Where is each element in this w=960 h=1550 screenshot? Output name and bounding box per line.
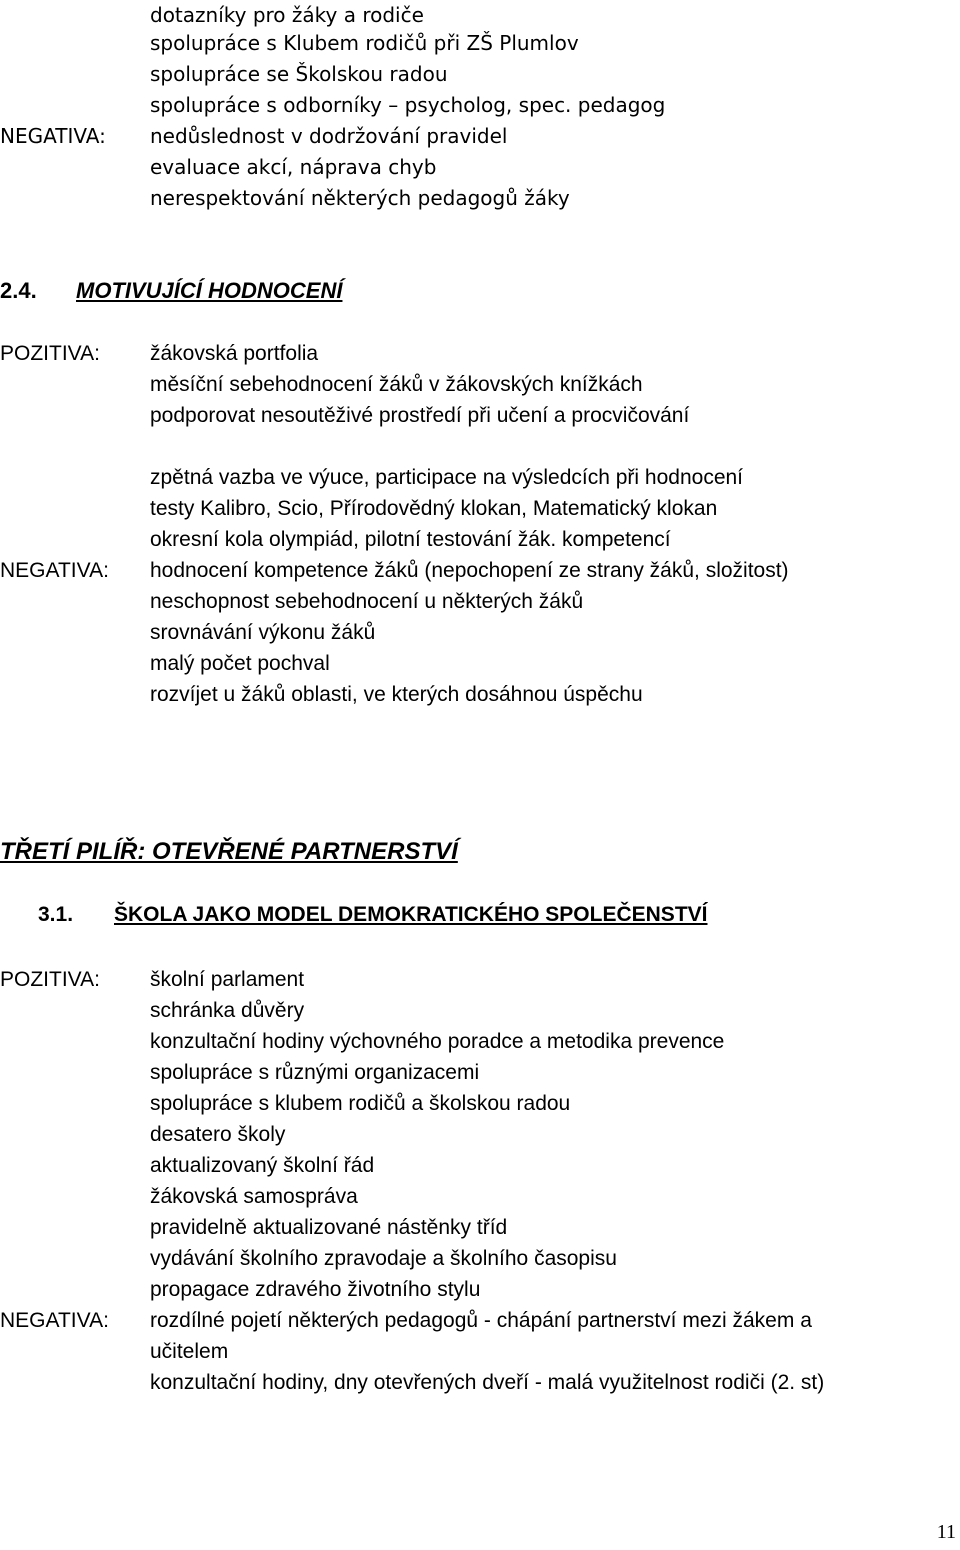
list-item: hodnocení kompetence žáků (nepochopení ze strany žáků, složitost) — [150, 559, 789, 582]
list-item: učitelem — [150, 1340, 229, 1363]
pozitiva-label: POZITIVA: — [0, 342, 100, 365]
section-number: 3.1. — [38, 903, 74, 926]
pillar-title: TŘETÍ PILÍŘ: OTEVŘENÉ PARTNERSTVÍ — [0, 838, 458, 865]
list-item: zpětná vazba ve výuce, participace na výsledcích při hodnocení — [150, 466, 744, 489]
section-title: MOTIVUJÍCÍ HODNOCENÍ — [76, 278, 343, 303]
list-item: srovnávání výkonu žáků — [150, 621, 376, 644]
section-number: 2.4. — [0, 278, 37, 303]
list-item: propagace zdravého životního stylu — [150, 1278, 481, 1301]
list-item: žákovská samospráva — [150, 1185, 358, 1208]
negativa-label: NEGATIVA: — [0, 559, 109, 582]
page-number: 11 — [936, 1521, 956, 1543]
list-item: desatero školy — [150, 1123, 286, 1146]
list-item: evaluace akcí, náprava chyb — [150, 155, 437, 179]
list-item: nerespektování některých pedagogů žáky — [150, 186, 570, 210]
list-item: neschopnost sebehodnocení u některých žáků — [150, 590, 584, 613]
list-item: okresní kola olympiád, pilotní testování žák. kompetencí — [150, 528, 671, 551]
list-item: podporovat nesoutěživé prostředí při učení a procvičování — [150, 404, 690, 427]
list-item: školní parlament — [150, 968, 305, 991]
list-item: spolupráce s různými organizacemi — [150, 1061, 480, 1084]
list-item: konzultační hodiny, dny otevřených dveří - malá využitelnost rodiči (2. st) — [150, 1371, 825, 1394]
list-item: spolupráce s Klubem rodičů při ZŠ Plumlov — [150, 31, 579, 55]
list-item: schránka důvěry — [150, 999, 305, 1022]
negativa-label: NEGATIVA: — [0, 124, 106, 148]
list-item: měsíční sebehodnocení žáků v žákovských knížkách — [150, 373, 643, 396]
list-item: rozvíjet u žáků oblasti, ve kterých dosáhnou úspěchu — [150, 683, 643, 706]
list-item: nedůslednost v dodržování pravidel — [150, 124, 508, 148]
list-item: spolupráce s klubem rodičů a školskou radou — [150, 1092, 571, 1115]
section-title: ŠKOLA JAKO MODEL DEMOKRATICKÉHO SPOLEČENSTVÍ — [114, 903, 708, 926]
list-item: dotazníky pro žáky a rodiče — [150, 3, 424, 27]
pozitiva-label: POZITIVA: — [0, 968, 100, 991]
list-item: konzultační hodiny výchovného poradce a metodika prevence — [150, 1030, 725, 1053]
list-item: testy Kalibro, Scio, Přírodovědný klokan, Matematický klokan — [150, 497, 718, 520]
list-item: rozdílné pojetí některých pedagogů - chápání partnerství mezi žákem a — [150, 1309, 812, 1332]
list-item: spolupráce s odborníky – psycholog, spec. pedagog — [150, 93, 666, 117]
list-item: vydávání školního zpravodaje a školního časopisu — [150, 1247, 617, 1270]
list-item: malý počet pochval — [150, 652, 330, 675]
list-item: aktualizovaný školní řád — [150, 1154, 375, 1177]
list-item: spolupráce se Školskou radou — [150, 62, 448, 86]
list-item: žákovská portfolia — [150, 342, 319, 365]
list-item: pravidelně aktualizované nástěnky tříd — [150, 1216, 508, 1239]
negativa-label: NEGATIVA: — [0, 1309, 109, 1332]
